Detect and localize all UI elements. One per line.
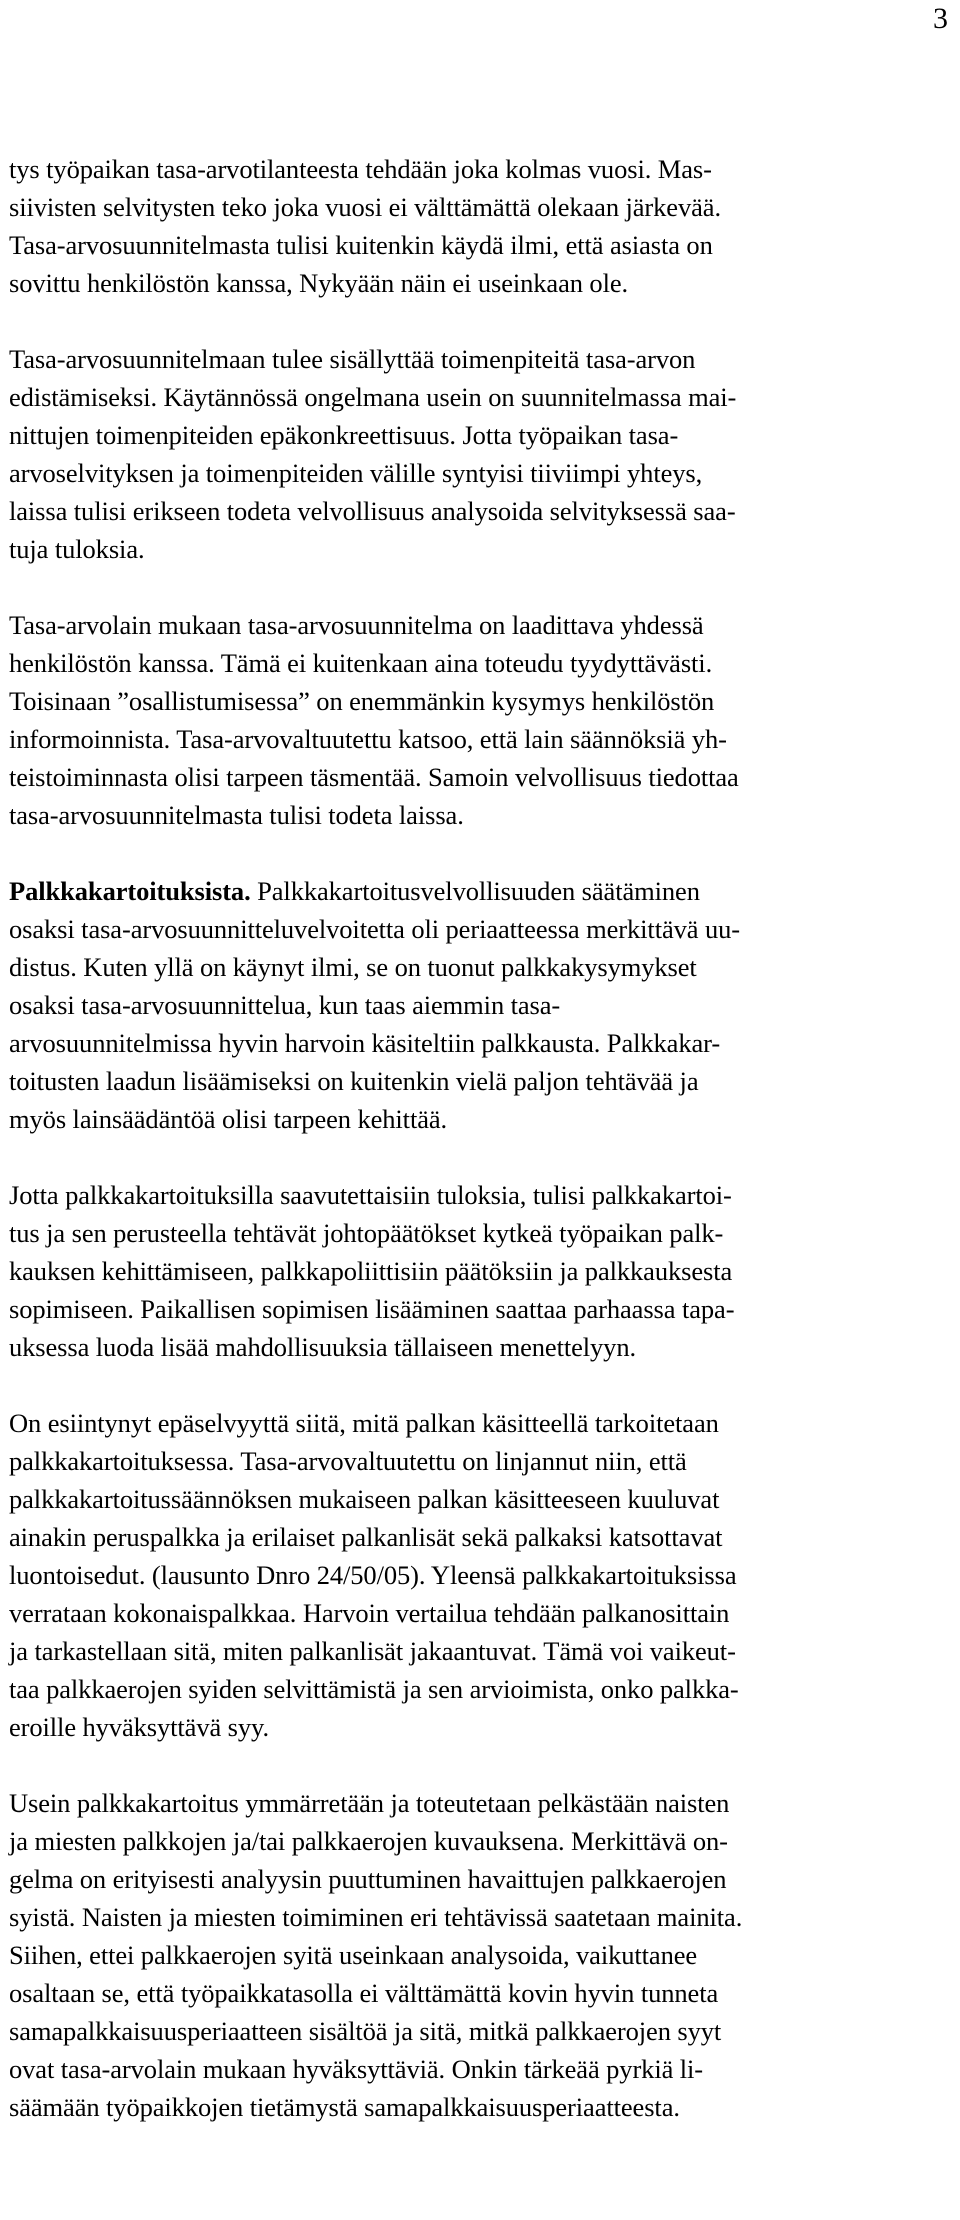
text-line: kauksen kehittämiseen, palkkapoliittisiin päätöksiin ja palkkauksesta: [9, 1256, 733, 1286]
text-line: edistämiseksi. Käytännössä ongelmana usein on suunnitelmassa mai-: [9, 382, 737, 412]
text-line: Siihen, ettei palkkaerojen syitä useinkaan analysoida, vaikuttanee: [9, 1940, 698, 1970]
paragraph-gap: [9, 1138, 939, 1176]
paragraph-gap: [9, 1746, 939, 1784]
text-line: tuja tuloksia.: [9, 534, 145, 564]
text-line: gelma on erityisesti analyysin puuttuminen havaittujen palkkaerojen: [9, 1864, 727, 1894]
text-line: Tasa-arvosuunnitelmaan tulee sisällyttää toimenpiteitä tasa-arvon: [9, 344, 696, 374]
page-number: 3: [933, 2, 948, 35]
paragraph-gap: [9, 568, 939, 606]
text-line: sopimiseen. Paikallisen sopimisen lisääminen saattaa parhaassa tapa-: [9, 1294, 735, 1324]
text-line: tasa-arvosuunnitelmasta tulisi todeta laissa.: [9, 800, 464, 830]
text-line: myös lainsäädäntöä olisi tarpeen kehittää.: [9, 1104, 448, 1134]
text-line: [9, 872, 939, 910]
text-line: siivisten selvitysten teko joka vuosi ei välttämättä olekaan järkevää.: [9, 192, 721, 222]
paragraph-gap: [9, 834, 939, 872]
text-line: Tasa-arvolain mukaan tasa-arvosuunnitelma on laadittava yhdessä: [9, 610, 704, 640]
text-line: Jotta palkkakartoituksilla saavutettaisiin tuloksia, tulisi palkkakartoi-: [9, 1180, 732, 1210]
text-line: säämään työpaikkojen tietämystä samapalkkaisuusperiaatteesta.: [9, 2092, 680, 2122]
text-line: palkkakartoitussäännöksen mukaiseen palkan käsitteeseen kuuluvat: [9, 1484, 720, 1514]
paragraph-gap: [9, 1366, 939, 1404]
text-line: laissa tulisi erikseen todeta velvollisuus analysoida selvityksessä saa-: [9, 496, 736, 526]
paragraph-gap: [9, 302, 939, 340]
text-line: eroille hyväksyttävä syy.: [9, 1712, 269, 1742]
text-line: informoinnista. Tasa-arvovaltuutettu katsoo, että lain säännöksiä yh-: [9, 724, 727, 754]
section-heading: Palkkakartoituksista.: [9, 876, 251, 906]
heading-line-text: Palkkakartoitusvelvollisuuden säätäminen: [250, 876, 700, 906]
text-line: palkkakartoituksessa. Tasa-arvovaltuutettu on linjannut niin, että: [9, 1446, 687, 1476]
text-line: samapalkkaisuusperiaatteen sisältöä ja sitä, mitkä palkkaerojen syyt: [9, 2016, 722, 2046]
text-line: arvoselvityksen ja toimenpiteiden välille syntyisi tiiviimpi yhteys,: [9, 458, 703, 488]
text-line: toitusten laadun lisäämiseksi on kuitenkin vielä paljon tehtävää ja: [9, 1066, 699, 1096]
text-line: syistä. Naisten ja miesten toimiminen eri tehtävissä saatetaan mainita.: [9, 1902, 743, 1932]
text-line: osaksi tasa-arvosuunnittelua, kun taas aiemmin tasa-: [9, 990, 561, 1020]
text-line: ja miesten palkkojen ja/tai palkkaerojen kuvauksena. Merkittävä on-: [9, 1826, 728, 1856]
text-line: Usein palkkakartoitus ymmärretään ja toteutetaan pelkästään naisten: [9, 1788, 730, 1818]
text-line: verrataan kokonaispalkkaa. Harvoin vertailua tehdään palkanosittain: [9, 1598, 730, 1628]
text-line: ovat tasa-arvolain mukaan hyväksyttäviä. Onkin tärkeää pyrkiä li-: [9, 2054, 704, 2084]
text-line: henkilöstön kanssa. Tämä ei kuitenkaan aina toteudu tyydyttävästi.: [9, 648, 713, 678]
paragraph: [9, 606, 939, 834]
text-line: Toisinaan ”osallistumisessa” on enemmänkin kysymys henkilöstön: [9, 686, 715, 716]
text-line: teistoiminnasta olisi tarpeen täsmentää. Samoin velvollisuus tiedottaa: [9, 762, 739, 792]
text-line: taa palkkaerojen syiden selvittämistä ja sen arvioimista, onko palkka-: [9, 1674, 739, 1704]
text-line: tus ja sen perusteella tehtävät johtopäätökset kytkeä työpaikan palk-: [9, 1218, 724, 1248]
text-line: nittujen toimenpiteiden epäkonkreettisuus. Jotta työpaikan tasa-: [9, 420, 679, 450]
paragraph: [9, 150, 939, 302]
text-line: luontoisedut. (lausunto Dnro 24/50/05). Yleensä palkkakartoituksissa: [9, 1560, 737, 1590]
text-line: ja tarkastellaan sitä, miten palkanlisät jakaantuvat. Tämä voi vaikeut-: [9, 1636, 736, 1666]
text-line: distus. Kuten yllä on käynyt ilmi, se on tuonut palkkakysymykset: [9, 952, 697, 982]
text-line: ainakin peruspalkka ja erilaiset palkanlisät sekä palkaksi katsottavat: [9, 1522, 723, 1552]
text-line: tys työpaikan tasa-arvotilanteesta tehdään joka kolmas vuosi. Mas-: [9, 154, 712, 184]
text-line: arvosuunnitelmissa hyvin harvoin käsiteltiin palkkausta. Palkkakar-: [9, 1028, 721, 1058]
paragraph: [9, 1784, 939, 2126]
paragraph: [9, 872, 939, 1138]
text-line: osaltaan se, että työpaikkatasolla ei välttämättä kovin hyvin tunneta: [9, 1978, 719, 2008]
text-line: On esiintynyt epäselvyyttä siitä, mitä palkan käsitteellä tarkoitetaan: [9, 1408, 719, 1438]
paragraph: [9, 1404, 939, 1746]
text-line: Tasa-arvosuunnitelmasta tulisi kuitenkin käydä ilmi, että asiasta on: [9, 230, 713, 260]
paragraph: [9, 1176, 939, 1366]
text-line: sovittu henkilöstön kanssa, Nykyään näin ei useinkaan ole.: [9, 268, 629, 298]
body-text: [9, 150, 939, 2126]
text-line: osaksi tasa-arvosuunnitteluvelvoitetta oli periaatteessa merkittävä uu-: [9, 914, 740, 944]
text-line: uksessa luoda lisää mahdollisuuksia tällaiseen menettelyyn.: [9, 1332, 637, 1362]
paragraph: [9, 340, 939, 568]
